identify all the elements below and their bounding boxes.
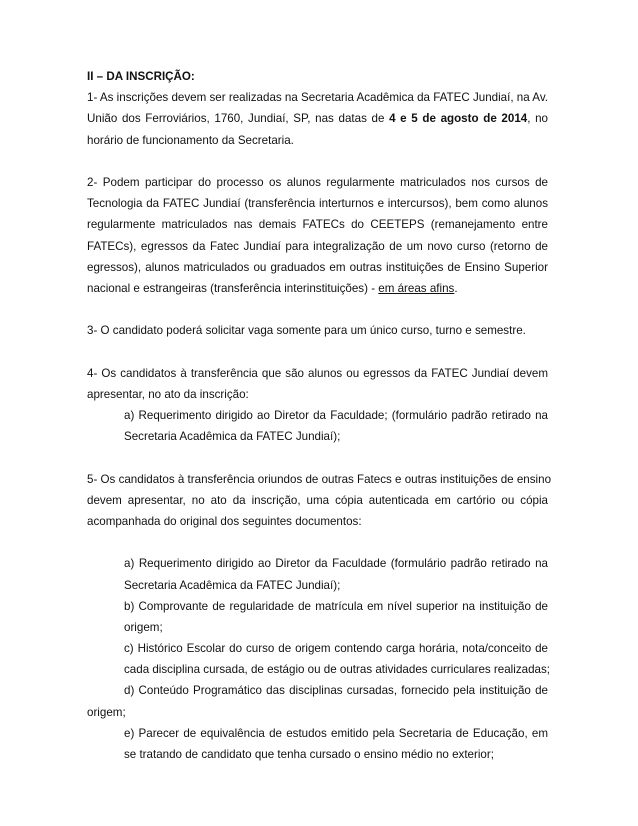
item4-a-line1: a) Requerimento dirigido ao Diretor da Faculdade; (formulário padrão retirado na <box>124 409 548 422</box>
item2-line2: Tecnologia da FATEC Jundiaí (transferência interturnos e intercursos), bem como alunos <box>87 197 548 211</box>
item5-c-line1: c) Histórico Escolar do curso de origem contendo carga horária, nota/conceito de <box>124 642 548 656</box>
item5-line2: devem apresentar, no ato da inscrição, uma cópia autenticada em cartório ou cópia <box>87 493 548 507</box>
item1-line3: horário de funcionamento da Secretaria. <box>87 133 294 147</box>
item5-d-line2: origem; <box>87 705 126 719</box>
item5-e-line1: e) Parecer de equivalência de estudos emitido pela Secretaria de Educação, em <box>124 726 548 740</box>
item3-line1: 3- O candidato poderá solicitar vaga somente para um único curso, turno e semestre. <box>87 324 526 338</box>
item2-line5: egressos), alunos matriculados ou graduados em outras instituições de Ensino Superior <box>87 260 548 274</box>
item5-c-line2: cada disciplina cursada, de estágio ou de outras atividades curriculares realizadas; <box>124 663 550 677</box>
item5-line3: acompanhada do original dos seguintes documentos: <box>87 514 362 528</box>
item5-a-line2: Secretaria Acadêmica da FATEC Jundiaí); <box>124 578 341 592</box>
item5-line1: 5- Os candidatos à transferência oriundos de outras Fatecs e outras instituições de ensino <box>87 472 552 486</box>
item2-line3: regularmente matriculados nas demais FATECs do CEETEPS (remanejamento entre <box>87 218 548 232</box>
item2-line6: nacional e estrangeiras (transferência interinstituições) - em áreas afins. <box>87 281 458 295</box>
item4-line1: 4- Os candidatos à transferência que são alunos ou egressos da FATEC Jundiaí devem <box>87 366 548 380</box>
item1-line2: União dos Ferroviários, 1760, Jundiaí, SP, nas datas de 4 e 5 de agosto de 2014, no <box>87 112 548 126</box>
item4-line2: apresentar, no ato da inscrição: <box>87 387 249 401</box>
item2-line4: FATECs), egressos da Fatec Jundiaí para integralização de um novo curso (retorno de <box>87 239 548 253</box>
item2-line1: 2- Podem participar do processo os alunos regularmente matriculados nos cursos de <box>87 175 548 189</box>
item5-e-line2: se tratando de candidato que tenha cursado o ensino médio no exterior; <box>124 748 494 761</box>
item5-a-line1: a) Requerimento dirigido ao Diretor da Faculdade (formulário padrão retirado na <box>124 557 548 571</box>
areas-afins-link[interactable]: em áreas afins <box>378 281 455 295</box>
section-heading: II – DA INSCRIÇÃO: <box>87 70 195 83</box>
item5-d-line1: d) Conteúdo Programático das disciplinas cursadas, fornecido pela instituição de <box>124 684 548 698</box>
item1-line1: 1- As inscrições devem ser realizadas na Secretaria Acadêmica da FATEC Jundiaí, na Av. <box>87 91 548 105</box>
document-page <box>87 66 552 765</box>
item4-a-line2: Secretaria Acadêmica da FATEC Jundiaí); <box>124 430 341 444</box>
item5-b-line1: b) Comprovante de regularidade de matrícula em nível superior na instituição de <box>124 599 548 613</box>
item5-b-line2: origem; <box>124 620 163 634</box>
registration-dates: 4 e 5 de agosto de 2014 <box>389 112 528 126</box>
